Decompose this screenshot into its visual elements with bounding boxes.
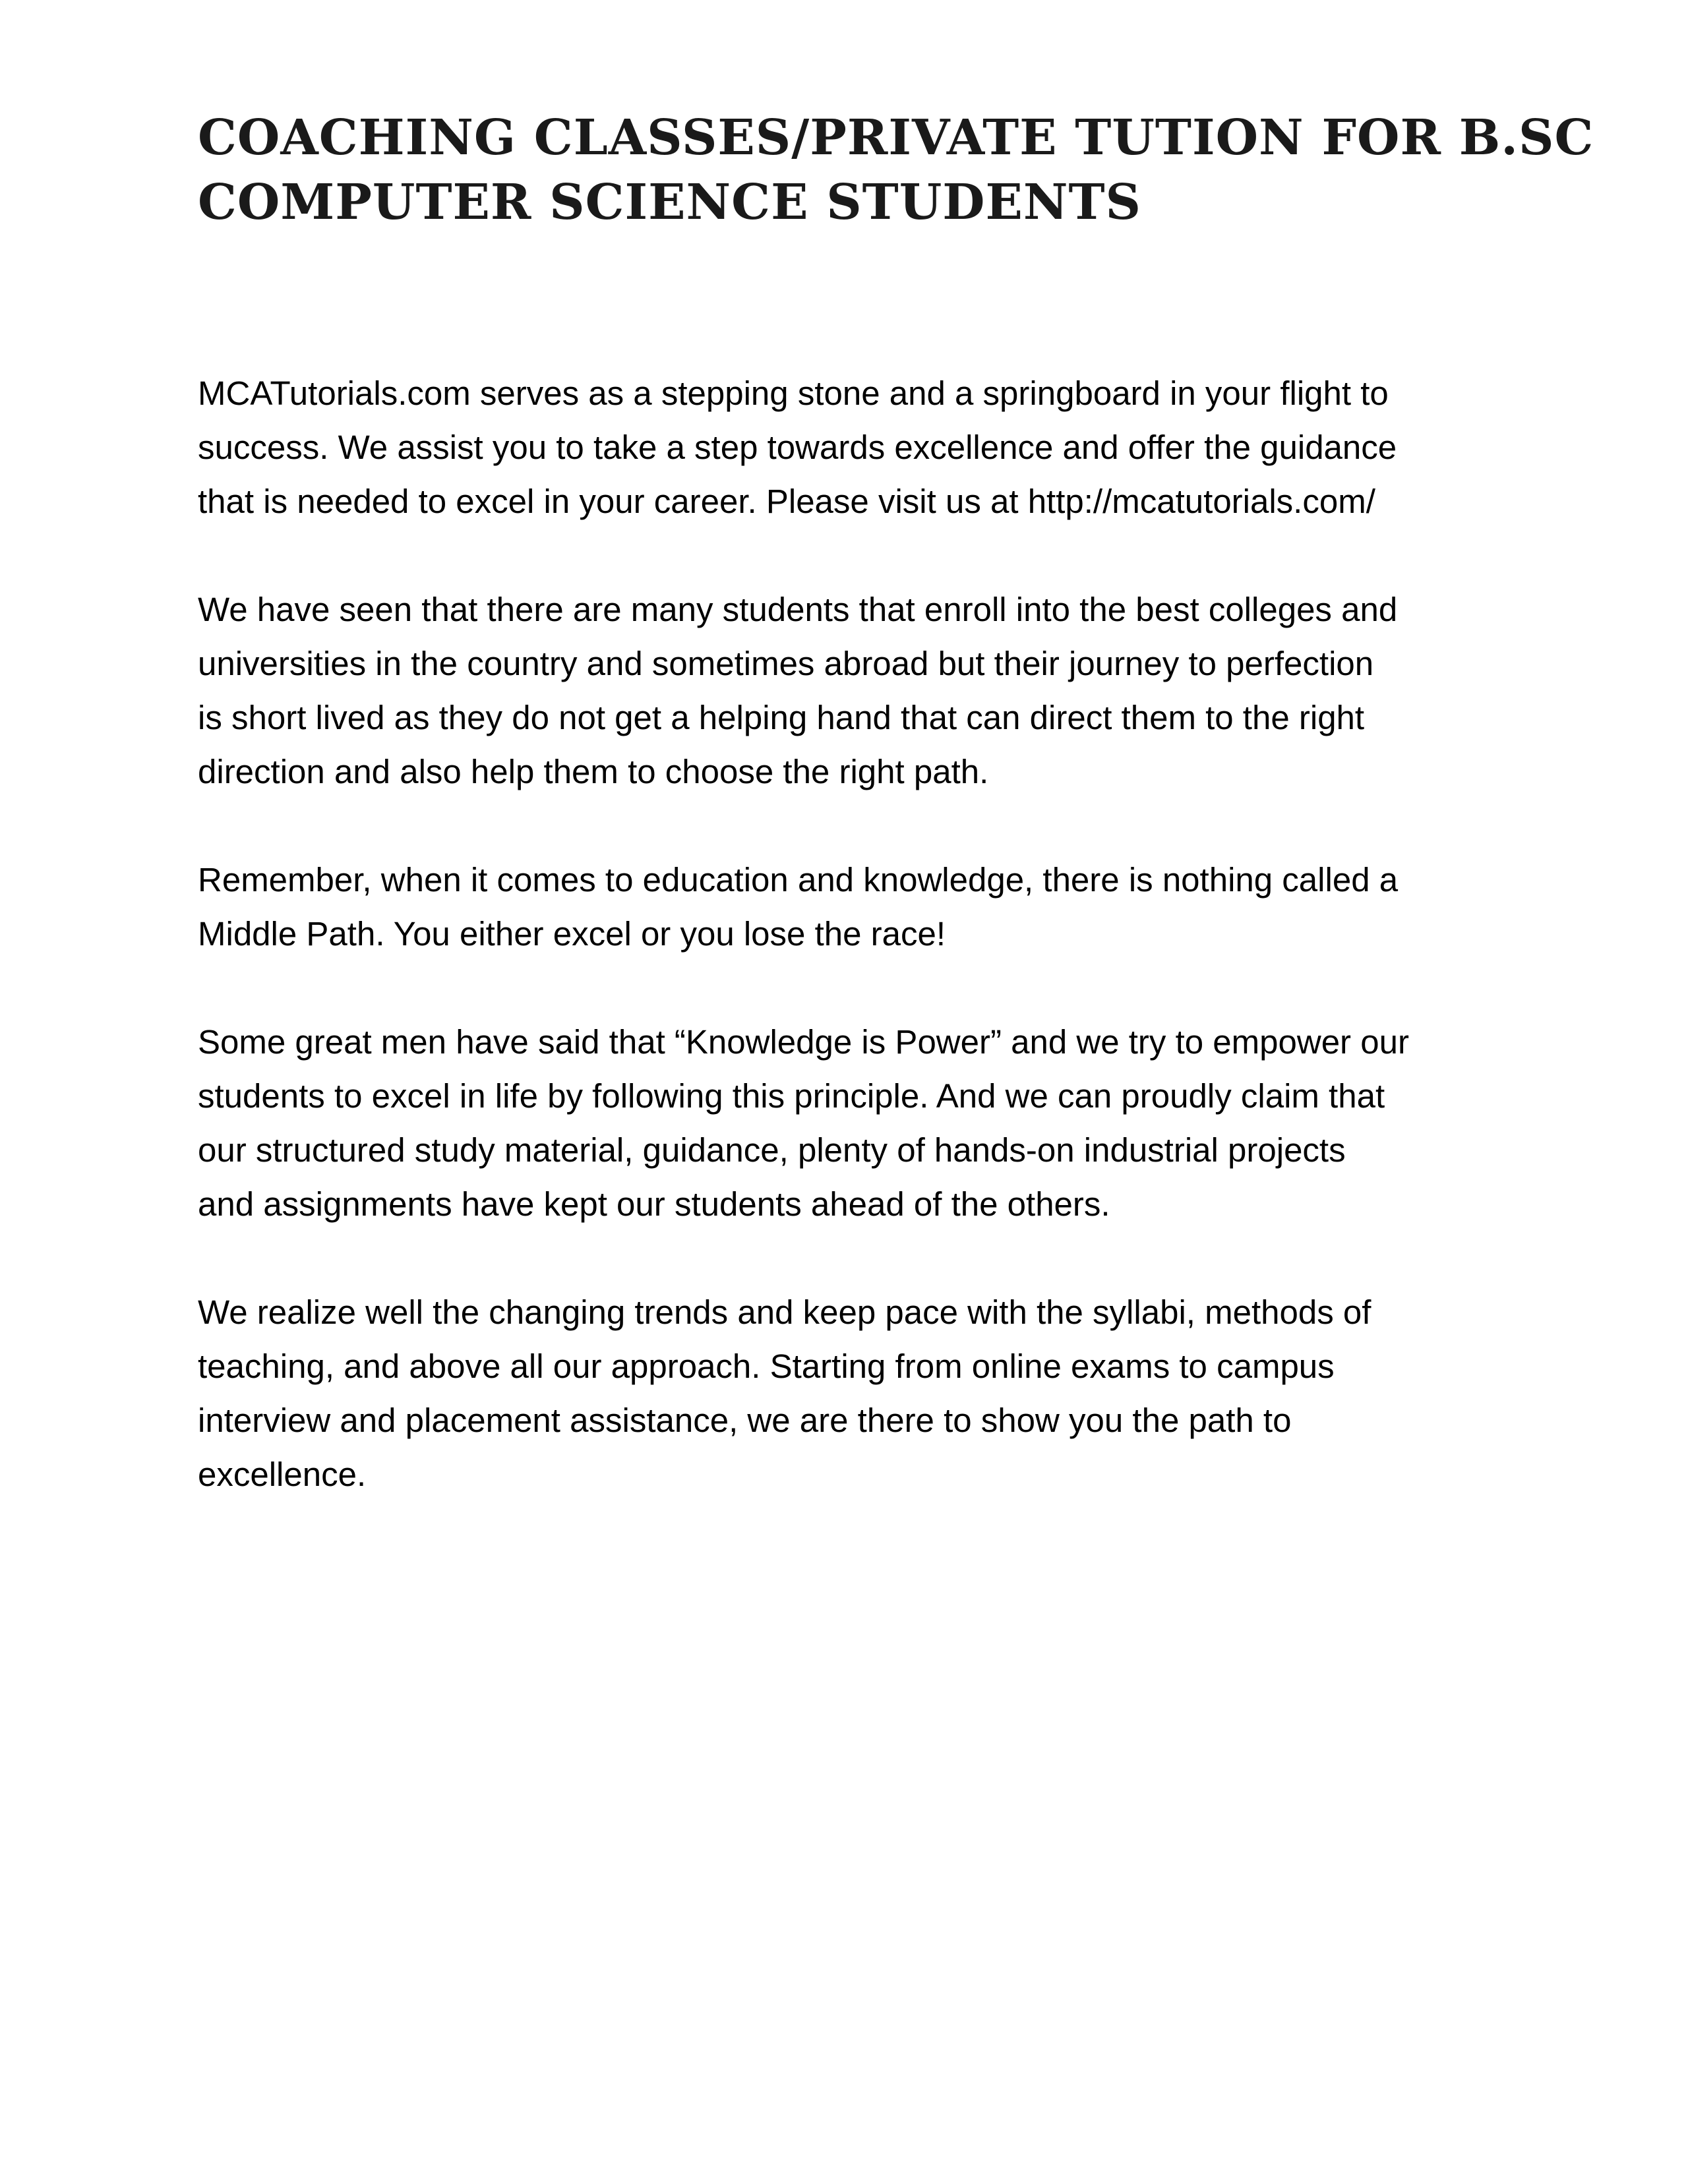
document-title bbox=[198, 105, 1594, 235]
text-line: We have seen that there are many students that enroll into the best colleges and bbox=[198, 591, 1398, 628]
text-line: and assignments have kept our students ahead of the others. bbox=[198, 1185, 1110, 1223]
text-line: Middle Path. You either excel or you lose the race! bbox=[198, 915, 946, 953]
document-body bbox=[198, 367, 1517, 1556]
text-line: We realize well the changing trends and keep pace with the syllabi, methods of bbox=[198, 1293, 1372, 1331]
text-line: Some great men have said that “Knowledge is Power” and we try to empower our bbox=[198, 1023, 1409, 1061]
text-line: universities in the country and sometimes abroad but their journey to perfection bbox=[198, 645, 1374, 682]
text-line: excellence. bbox=[198, 1456, 367, 1493]
text-line: success. We assist you to take a step towards excellence and offer the guidance bbox=[198, 428, 1397, 466]
text-line: interview and placement assistance, we are there to show you the path to bbox=[198, 1402, 1292, 1439]
text-line: MCATutorials.com serves as a stepping stone and a springboard in your flight to bbox=[198, 374, 1389, 412]
text-line: students to excel in life by following this principle. And we can proudly claim that bbox=[198, 1077, 1385, 1115]
paragraph-intro bbox=[198, 367, 1517, 529]
text-line: Remember, when it comes to education and knowledge, there is nothing called a bbox=[198, 861, 1399, 899]
title-line: COMPUTER SCIENCE STUDENTS bbox=[198, 174, 1141, 231]
text-line: teaching, and above all our approach. Starting from online exams to campus bbox=[198, 1347, 1335, 1385]
text-line: direction and also help them to choose the right path. bbox=[198, 753, 989, 790]
title-line: COACHING CLASSES/PRIVATE TUTION FOR B.SC bbox=[198, 109, 1594, 166]
paragraph-trends bbox=[198, 1285, 1517, 1502]
paragraph-knowledge bbox=[198, 1015, 1517, 1231]
text-line: that is needed to excel in your career. Please visit us at http://mcatutorials.com/ bbox=[198, 483, 1375, 520]
paragraph-students bbox=[198, 583, 1517, 799]
text-line: our structured study material, guidance, plenty of hands-on industrial projects bbox=[198, 1131, 1346, 1169]
paragraph-remember bbox=[198, 853, 1517, 961]
text-line: is short lived as they do not get a helping hand that can direct them to the right bbox=[198, 699, 1365, 736]
